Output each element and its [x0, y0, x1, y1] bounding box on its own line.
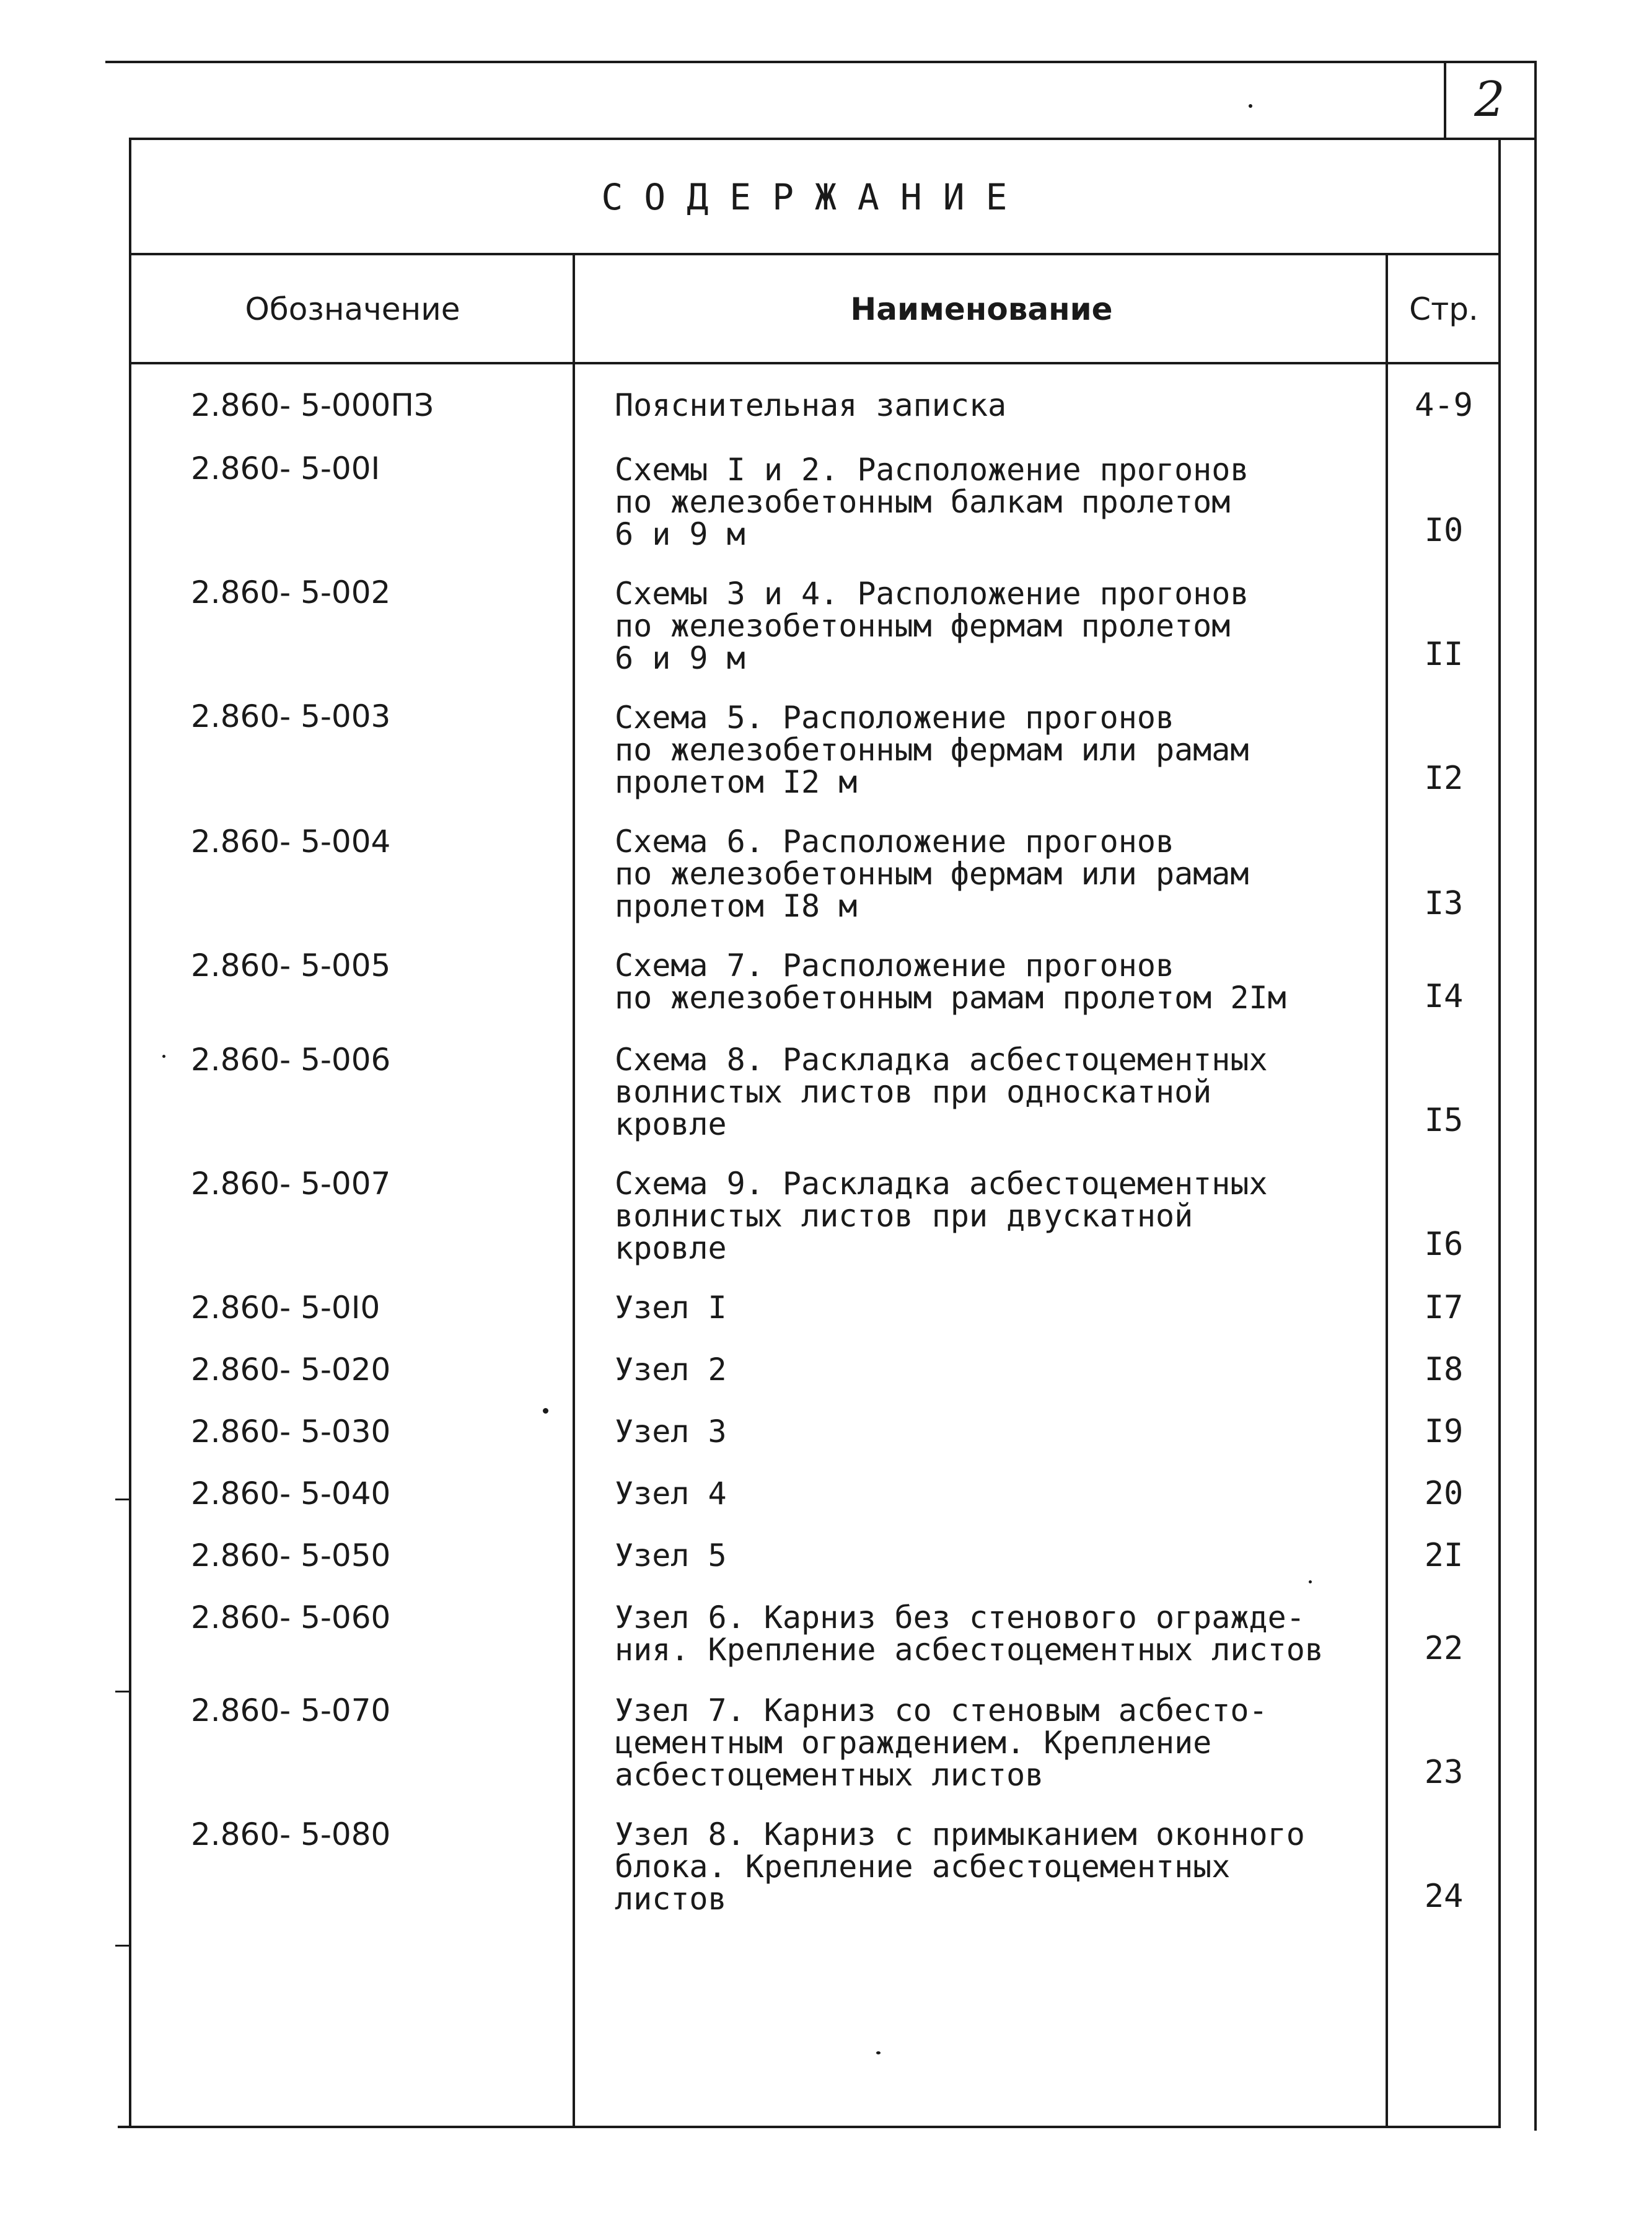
row-code: 2.860- 5-003 [191, 698, 391, 734]
row-name: Узел 7. Карниз со стеновым асбесто- цементным ограждением. Крепление асбестоцементных листов [615, 1692, 1268, 1793]
scan-speck [162, 1055, 165, 1058]
row-code: 2.860- 5-040 [191, 1476, 391, 1512]
row-code: 2.860- 5-050 [191, 1538, 391, 1574]
row-page: I0 [1424, 512, 1464, 549]
column-divider-1 [573, 253, 575, 2127]
left-tick-2 [115, 1691, 129, 1692]
scan-speck [543, 1408, 548, 1414]
row-name: Схема 7. Расположение прогонов по железобетонным рамам пролетом 2Iм [615, 948, 1286, 1016]
row-page: I4 [1424, 978, 1464, 1015]
row-page: I8 [1424, 1351, 1464, 1388]
row-page: I2 [1424, 760, 1464, 797]
row-code: 2.860- 5-020 [191, 1352, 391, 1388]
row-code: 2.860- 5-080 [191, 1816, 391, 1852]
row-name: Узел 3 [615, 1414, 727, 1450]
column-header-name: Наименование [850, 291, 1113, 327]
row-name: Узел I [615, 1290, 727, 1326]
left-tick-3 [115, 1945, 129, 1947]
row-page: 23 [1424, 1754, 1464, 1791]
row-page: I9 [1424, 1413, 1464, 1450]
left-tick-1 [115, 1499, 129, 1500]
row-code: 2.860- 5-000ПЗ [191, 387, 434, 423]
scan-speck [1249, 104, 1252, 108]
table-bottom-border [118, 2126, 1501, 2128]
row-page: I6 [1424, 1226, 1464, 1263]
document-title: СОДЕРЖАНИЕ [601, 175, 1029, 218]
row-code: 2.860- 5-002 [191, 574, 391, 610]
row-code: 2.860- 5-070 [191, 1692, 391, 1728]
row-name: Схема 9. Раскладка асбестоцементных волнистых листов при двускатной кровле [615, 1166, 1268, 1266]
row-name: Схема 8. Раскладка асбестоцементных волнистых листов при односкатной кровле [615, 1042, 1268, 1142]
row-name: Схемы 3 и 4. Расположение прогонов по железобетонным фермам пролетом 6 и 9 м [615, 576, 1249, 676]
page-number: 2 [1474, 72, 1505, 128]
row-name: Узел 6. Карниз без стенового огражде- ния. Крепление асбестоцементных листов [615, 1600, 1324, 1668]
row-page: 4-9 [1415, 387, 1473, 424]
row-code: 2.860- 5-006 [191, 1042, 391, 1078]
row-code: 2.860- 5-00I [191, 451, 380, 486]
row-code: 2.860- 5-007 [191, 1166, 391, 1202]
row-code: 2.860- 5-004 [191, 824, 391, 860]
row-name: Схемы I и 2. Расположение прогонов по железобетонным балкам пролетом 6 и 9 м [615, 452, 1249, 552]
row-page: I7 [1424, 1289, 1464, 1326]
row-page: I3 [1424, 885, 1464, 922]
row-page: I5 [1424, 1102, 1464, 1139]
column-header-designation: Обозначение [245, 291, 460, 327]
row-name: Узел 8. Карниз с примыканием оконного блока. Крепление асбестоцементных листов [615, 1816, 1305, 1917]
row-code: 2.860- 5-030 [191, 1414, 391, 1450]
row-code: 2.860- 5-0I0 [191, 1290, 380, 1326]
row-name: Узел 4 [615, 1476, 727, 1512]
table-left-border [129, 138, 131, 2127]
row-page: 22 [1424, 1630, 1464, 1667]
row-page: 2I [1424, 1537, 1464, 1574]
row-name: Узел 5 [615, 1538, 727, 1574]
row-code: 2.860- 5-005 [191, 948, 391, 984]
top-rule [105, 61, 1537, 63]
page-box-right-border [1534, 61, 1537, 2131]
column-header-page: Стр. [1409, 291, 1478, 327]
row-name: Схема 5. Расположение прогонов по железобетонным фермам или рамам пролетом I2 м [615, 700, 1249, 800]
row-name: Схема 6. Расположение прогонов по железобетонным фермам или рамам пролетом I8 м [615, 824, 1249, 924]
row-code: 2.860- 5-060 [191, 1600, 391, 1635]
row-name: Пояснительная записка [615, 387, 1007, 423]
scan-speck [1309, 1580, 1312, 1583]
row-name: Узел 2 [615, 1352, 727, 1388]
row-page: II [1424, 636, 1464, 673]
row-page: 24 [1424, 1878, 1464, 1915]
row-page: 20 [1424, 1475, 1464, 1512]
scan-speck [876, 2051, 881, 2054]
